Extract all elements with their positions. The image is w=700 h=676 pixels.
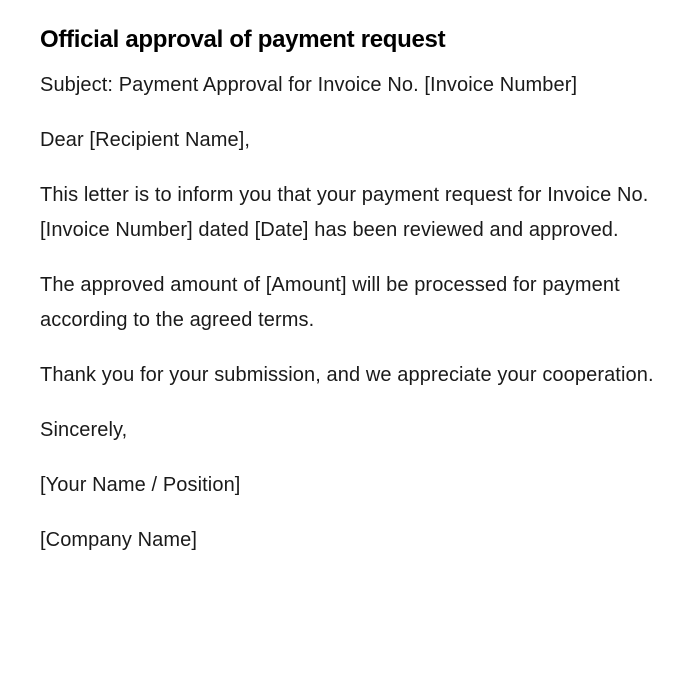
subject-line: Subject: Payment Approval for Invoice No. [Invoice Number] — [40, 74, 578, 96]
letter-document — [40, 24, 660, 578]
closing: Sincerely, — [40, 419, 128, 441]
document-title: Official approval of payment request — [40, 26, 446, 53]
body-paragraph-approval: This letter is to inform you that your payment request for Invoice No. [Invoice Number] dated [Date] has been reviewed and approved. — [40, 184, 649, 241]
body-paragraph-thanks: Thank you for your submission, and we appreciate your cooperation. — [40, 364, 654, 386]
greeting: Dear [Recipient Name], — [40, 129, 251, 151]
body-paragraph-amount: The approved amount of [Amount] will be processed for payment according to the agreed terms. — [40, 274, 620, 331]
signature-name: [Your Name / Position] — [40, 474, 241, 496]
signature-company: [Company Name] — [40, 529, 198, 551]
